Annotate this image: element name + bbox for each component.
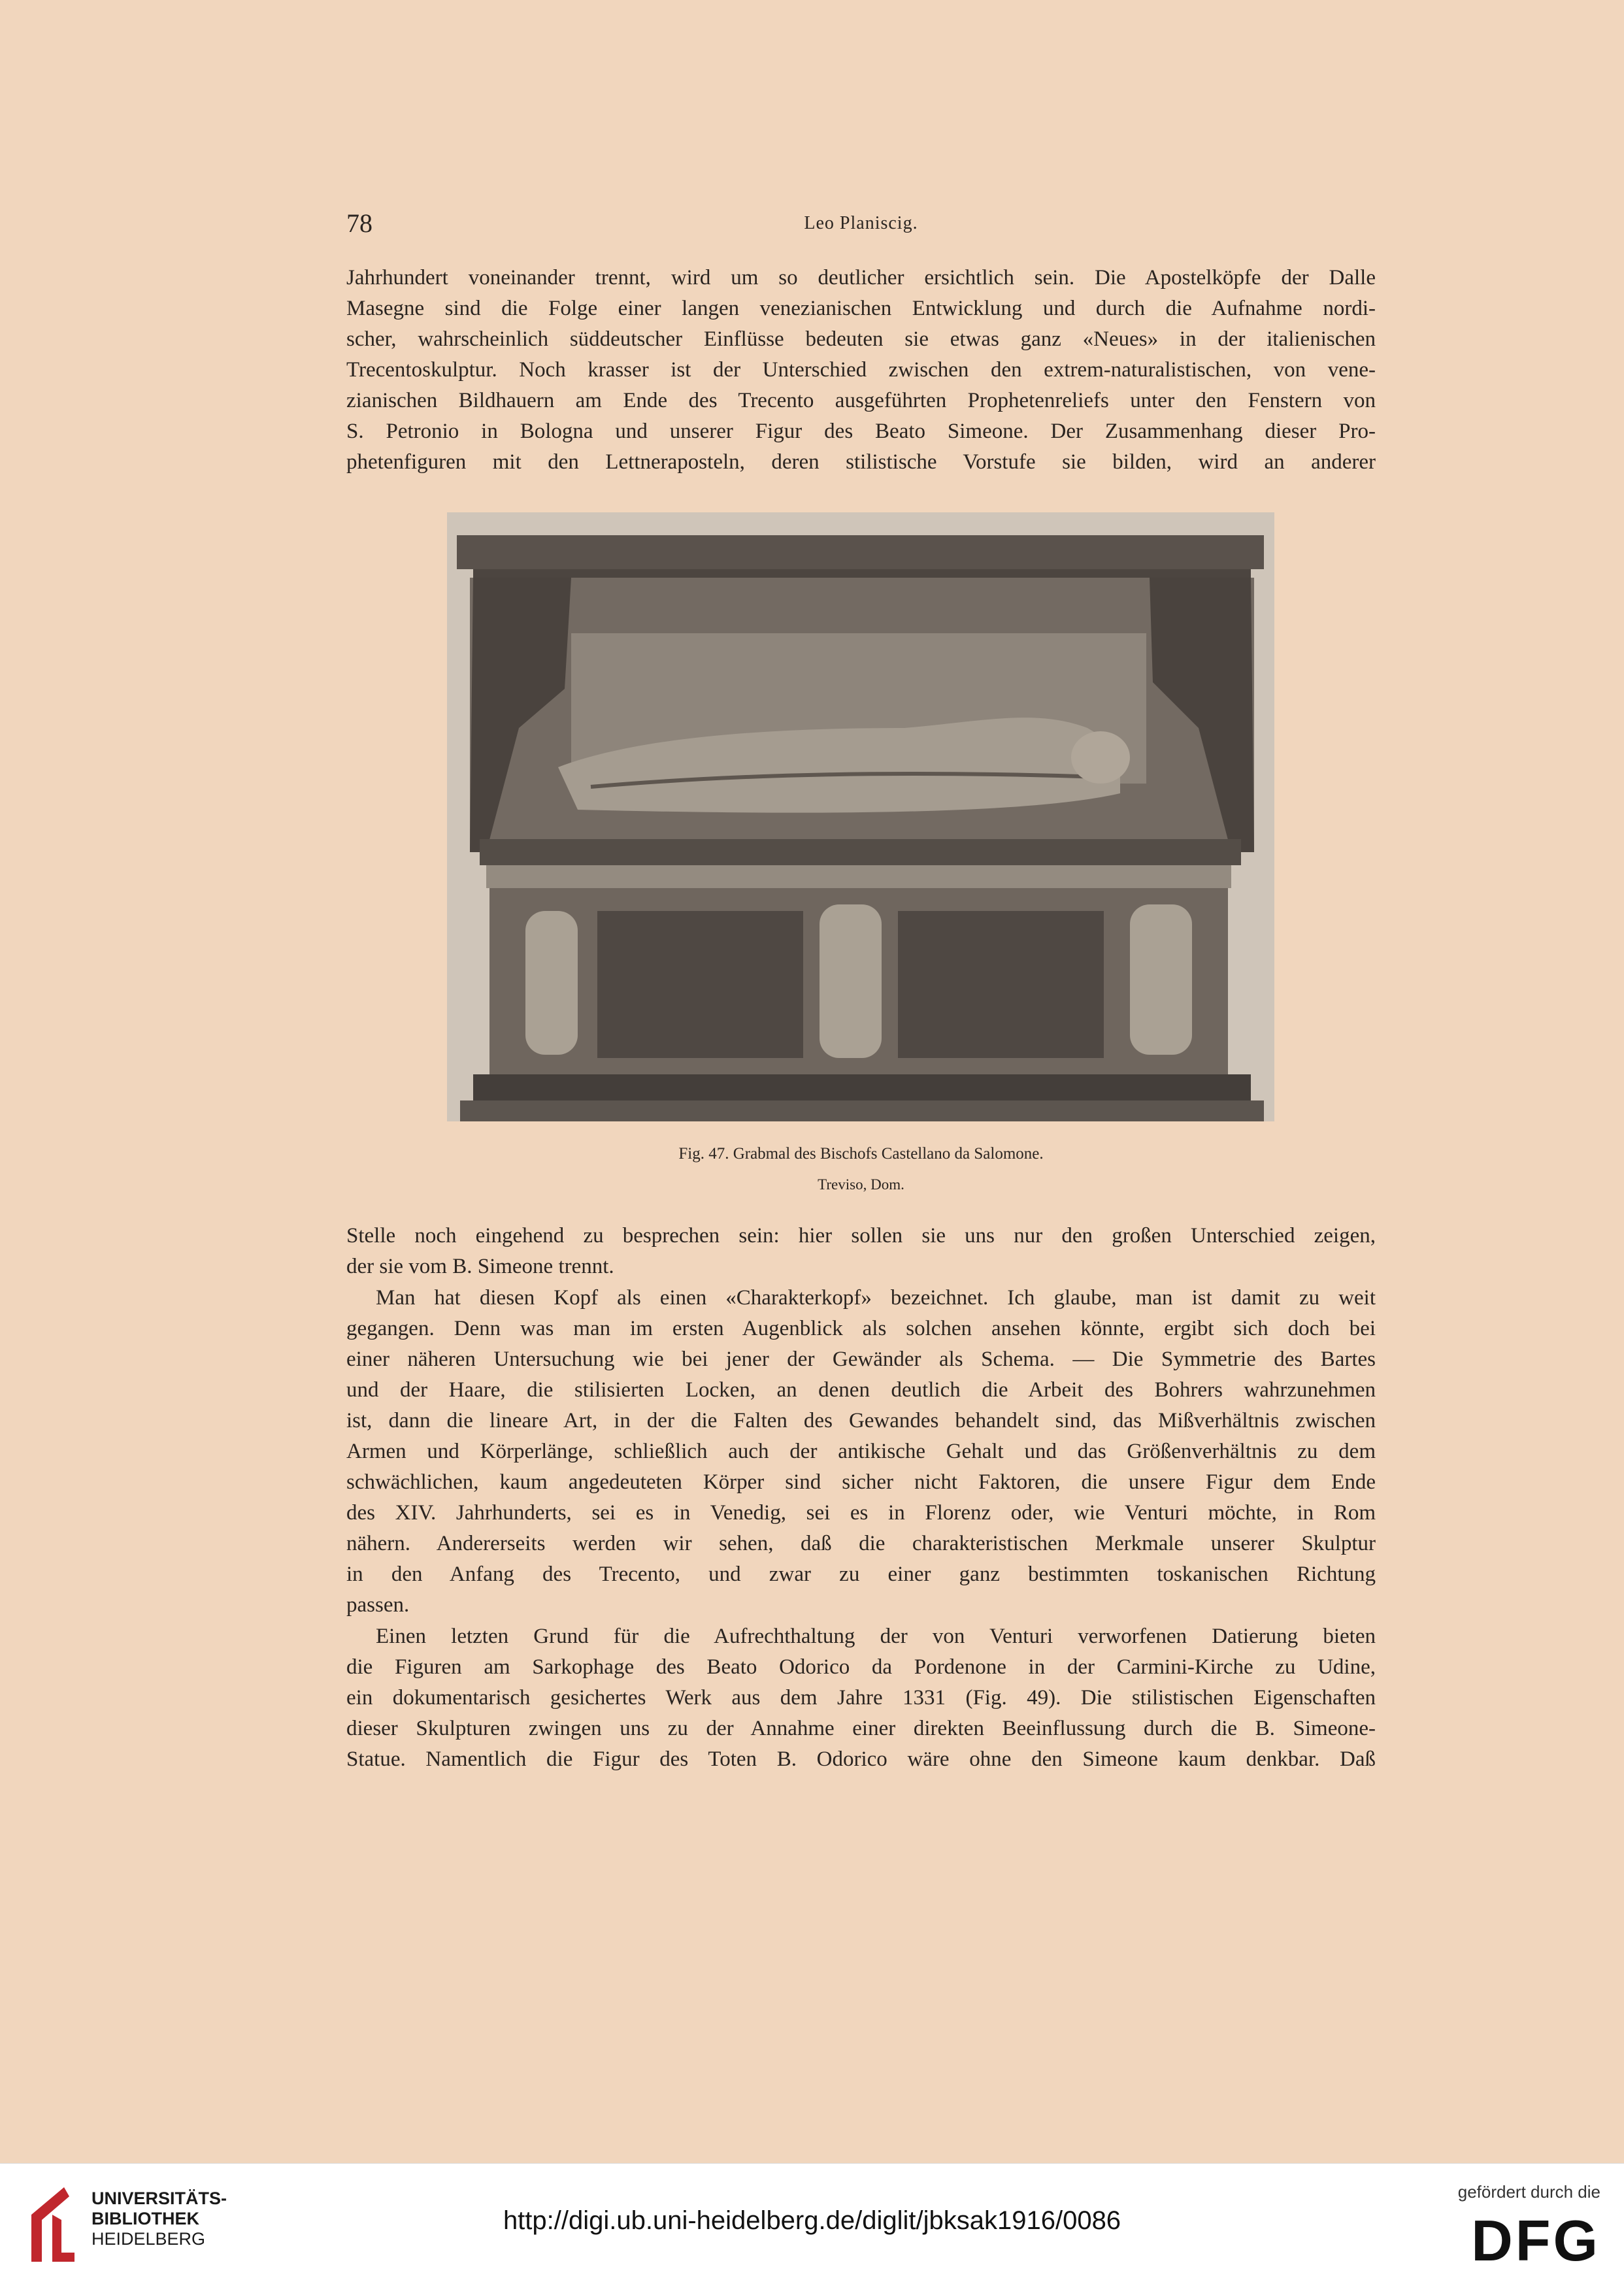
page-number: 78	[346, 208, 373, 238]
page-header	[346, 208, 1376, 247]
figure-location: Treviso, Dom.	[818, 1176, 904, 1193]
figure-caption: Fig. 47. Grabmal des Bischofs Castellano da Salomone.	[678, 1145, 1044, 1163]
text-line: phetenfiguren mit den Lettneraposteln, deren stilistische Vorstufe sie bilden, wird an anderer	[346, 450, 1376, 474]
paragraph-2	[346, 1221, 1376, 1282]
tomb-illustration	[447, 512, 1274, 1121]
text-line: ein dokumentarisch gesichertes Werk aus dem Jahre 1331 (Fig. 49). Die stilistischen Eigenschaften	[346, 1686, 1376, 1710]
text-line: Einen letzten Grund für die Aufrechthaltung der von Venturi verworfenen Datierung bieten	[376, 1625, 1376, 1648]
library-name-line: UNIVERSITÄTS-	[91, 2189, 227, 2208]
text-line: dieser Skulpturen zwingen uns zu der Annahme einer direkten Beeinflussung durch die B. Simeone-	[346, 1717, 1376, 1740]
text-line: Statue. Namentlich die Figur des Toten B. Odorico wäre ohne den Simeone kaum denkbar. Daß	[346, 1747, 1376, 1771]
text-line: Man hat diesen Kopf als einen «Charakterkopf» bezeichnet. Ich glaube, man ist damit zu weit	[376, 1286, 1376, 1310]
text-line: Armen und Körperlänge, schließlich auch der antikische Gehalt und das Größenverhältnis zu dem	[346, 1440, 1376, 1463]
text-line: S. Petronio in Bologna und unserer Figur des Beato Simeone. Der Zusammenhang dieser Pro-	[346, 420, 1376, 443]
text-line: und der Haare, die stilisierten Locken, an denen deutlich die Arbeit des Bohrers wahrzunehmen	[346, 1378, 1376, 1402]
text-line: gegangen. Denn was man im ersten Augenblick als solchen ansehen könnte, ergibt sich doch bei	[346, 1317, 1376, 1340]
text-line: Masegne sind die Folge einer langen venezianischen Entwicklung und durch die Aufnahme nordi-	[346, 297, 1376, 320]
text-line: Stelle noch eingehend zu besprechen sein: hier sollen sie uns nur den großen Unterschied zeigen,	[346, 1224, 1376, 1248]
funding-label: gefördert durch die	[1457, 2182, 1600, 2202]
text-line: des XIV. Jahrhunderts, sei es in Venedig, sei es in Florenz oder, wie Venturi möchte, in Rom	[346, 1501, 1376, 1525]
text-line: Jahrhundert voneinander trennt, wird um so deutlicher ersichtlich sein. Die Apostelköpfe der Dalle	[346, 266, 1376, 289]
text-line: nähern. Andererseits werden wir sehen, daß die charakteristischen Merkmale unserer Skulptur	[346, 1532, 1376, 1555]
text-line: scher, wahrscheinlich süddeutscher Einflüsse bedeuten sie etwas ganz «Neues» in der italienischen	[346, 327, 1376, 351]
library-name-line: BIBLIOTHEK	[91, 2209, 199, 2228]
text-line: schwächlichen, kaum angedeuteten Körper sind sicher nicht Faktoren, die unsere Figur dem Ende	[346, 1470, 1376, 1494]
paragraph-3	[346, 1283, 1376, 1621]
running-head: Leo Planiscig.	[804, 213, 918, 233]
figure-tomb-photo	[447, 512, 1274, 1121]
text-line: passen.	[346, 1593, 410, 1617]
text-line: ist, dann die lineare Art, in der die Falten des Gewandes behandelt sind, das Mißverhältnis zwischen	[346, 1409, 1376, 1432]
dfg-logo: DFG	[1471, 2208, 1600, 2273]
text-line: die Figuren am Sarkophage des Beato Odorico da Pordenone in der Carmini-Kirche zu Udine,	[346, 1655, 1376, 1679]
digitization-footer	[0, 2163, 1624, 2282]
paragraph-1	[346, 263, 1376, 478]
text-line: zianischen Bildhauern am Ende des Trecento ausgeführten Prophetenreliefs unter den Fenstern von	[346, 389, 1376, 412]
text-line: einer näheren Untersuchung wie bei jener der Gewänder als Schema. — Die Symmetrie des Bartes	[346, 1348, 1376, 1371]
text-line: der sie vom B. Simeone trennt.	[346, 1255, 614, 1278]
text-line: Trecentoskulptur. Noch krasser ist der Unterschied zwischen den extrem-naturalistischen, von vene-	[346, 358, 1376, 382]
paragraph-4	[346, 1621, 1376, 1775]
permalink-url[interactable]: http://digi.ub.uni-heidelberg.de/diglit/jbksak1916/0086	[503, 2206, 1121, 2235]
text-line: in den Anfang des Trecento, und zwar zu einer ganz bestimmten toskanischen Richtung	[346, 1563, 1376, 1586]
library-name-line: HEIDELBERG	[91, 2229, 206, 2249]
